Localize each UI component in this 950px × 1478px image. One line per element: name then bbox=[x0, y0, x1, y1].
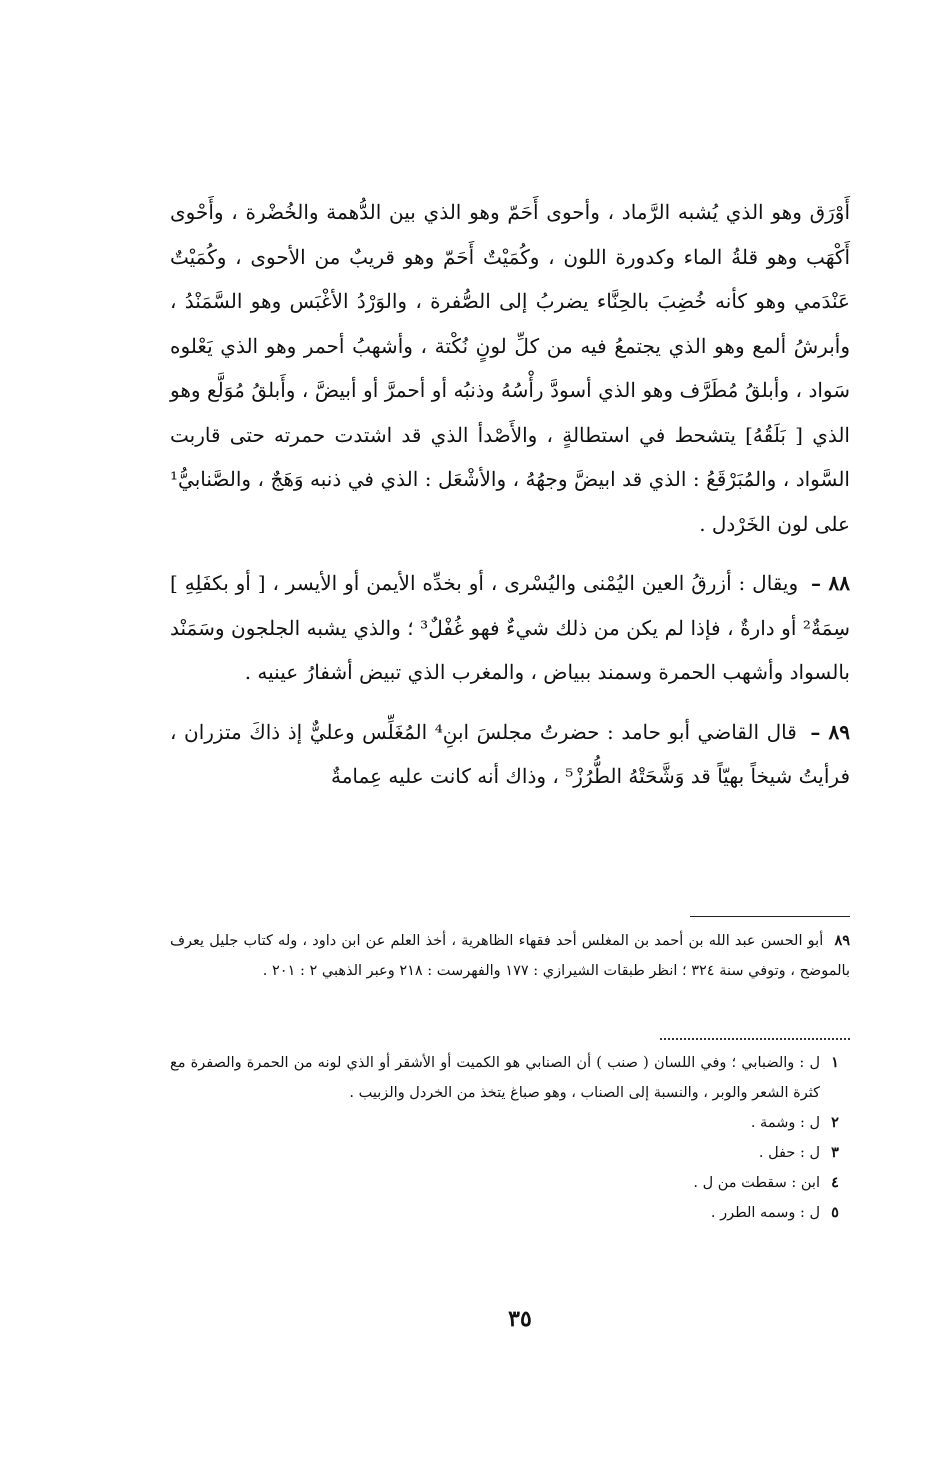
paragraph-89 bbox=[170, 710, 850, 799]
footnotes-list bbox=[170, 1048, 850, 1228]
footnote-text: ل : حفل . bbox=[758, 1145, 820, 1161]
footnote-item bbox=[170, 1138, 850, 1168]
footnote-item bbox=[170, 1108, 850, 1138]
main-text-body bbox=[170, 190, 850, 799]
footnote-number: ٤ bbox=[831, 1174, 839, 1191]
footnote-text: ل : وشمة . bbox=[750, 1115, 820, 1131]
footnote-number: ٢ bbox=[831, 1114, 839, 1131]
paragraph-88-text: ويقال : أزرقُ العين اليُمْنى واليُسْرى ، أو بخدِّه الأيمن أو الأيسر ، [ أو بكفَلِهِ ] سِمَةٌ² أو دارةٌ ، فإذا لم يكن من ذلك شيءٌ فهو غُفْلٌ³ ؛ والذي يشبه الجلجون وسَمَنْد بالسواد وأشهب الحمرة وسمند ببياض ، والمغرب الذي تبيض أشفارُ عينيه . bbox=[170, 571, 850, 684]
footnote-text: ل : والضبابي ؛ وفي اللسان ( صنب ) أن الصنابي هو الكميت أو الأشقر أو الذي لونه من الحمرة والصفرة مع كثرة الشعر والوبر ، والنسبة إلى الصناب ، وهو صباغ يتخذ من الخردل والزبيب . bbox=[170, 1055, 820, 1101]
footnote-item bbox=[170, 1048, 850, 1108]
section-number-88: ٨٨ – bbox=[811, 571, 850, 595]
biography-note-number: ٨٩ bbox=[834, 932, 851, 949]
footnote-number: ١ bbox=[831, 1054, 839, 1071]
footnote-item bbox=[170, 1168, 850, 1198]
footnote-item bbox=[170, 1198, 850, 1228]
footnote-number: ٥ bbox=[831, 1204, 839, 1221]
paragraph-horse-colors: أَوْرَق وهو الذي يُشبه الرَّماد ، وأحوى أَحَمّ وهو الذي بين الدُّهمة والخُضْرة ، وأَحْوى أَكْهَب وهو قلةُ الماء وكدورة اللون ، وكُمَيْتٌ أَحَمّ وهو قريبٌ من الأحوى ، وكُمَيْتٌ عَنْدَمي وهو كأنه خُضِبَ بالحِنَّاء يضربُ إلى الصُّفرة ، والوَرْدُ الأغْبَس وهو السَّمَنْدُ ، وأبرشُ ألمع وهو الذي يجتمعُ فيه من كلِّ لونٍ نُكْتة ، وأشهبُ أحمر وهو الذي يَعْلوه سَواد ، وأبلقُ مُطَرَّف وهو الذي أسودَّ رأْسُهُ وذنبُه أو أحمرَّ أو أبيضَّ ، وأَبلقُ مُوَلَّع وهو الذي [ بَلَقُهُ] يتشحط في استطالةٍ ، والأَصْدأ الذي قد اشتدت حمرته حتى قاربت السَّواد ، والمُبَرْقَعُ : الذي قد ابيضَّ وجهُهُ ، والأشْعَل : الذي في ذنبه وَهَجٌ ، والصَّنابيُّ¹ على لون الخَرْدل . bbox=[170, 200, 850, 536]
biography-note bbox=[170, 926, 850, 986]
paragraph-88 bbox=[170, 561, 850, 695]
section-number-89: ٨٩ – bbox=[810, 719, 850, 744]
footnote-separator-line bbox=[690, 916, 850, 917]
paragraph-89-text: قال القاضي أبو حامد : حضرتُ مجلسَ ابنِ⁴ المُغَلِّس وعليٌّ إذ ذاكَ متزران ، فرأيتُ شيخاً بهيّاً قد وَشَّحَتْهُ الطُّرُزْ⁵ ، وذاك أنه كانت عليه عِمامةٌ bbox=[170, 719, 850, 788]
footnote-dotted-separator bbox=[660, 1038, 850, 1040]
biography-note-text: أبو الحسن عبد الله بن أحمد بن المغلس أحد فقهاء الظاهرية ، أخذ العلم عن ابن داود ، وله كتاب جليل يعرف بالموضح ، وتوفي سنة ٣٢٤ ؛ انظر طبقات الشيرازي : ١٧٧ والفهرست : ٢١٨ وعبر الذهبي ٢ : ٢٠١ . bbox=[170, 933, 850, 979]
footnote-text: ابن : سقطت من ل . bbox=[693, 1175, 820, 1191]
footnote-number: ٣ bbox=[831, 1144, 839, 1161]
footnote-text: ل : وسمه الطرر . bbox=[710, 1205, 820, 1221]
page-number: ٣٥ bbox=[508, 1306, 532, 1332]
